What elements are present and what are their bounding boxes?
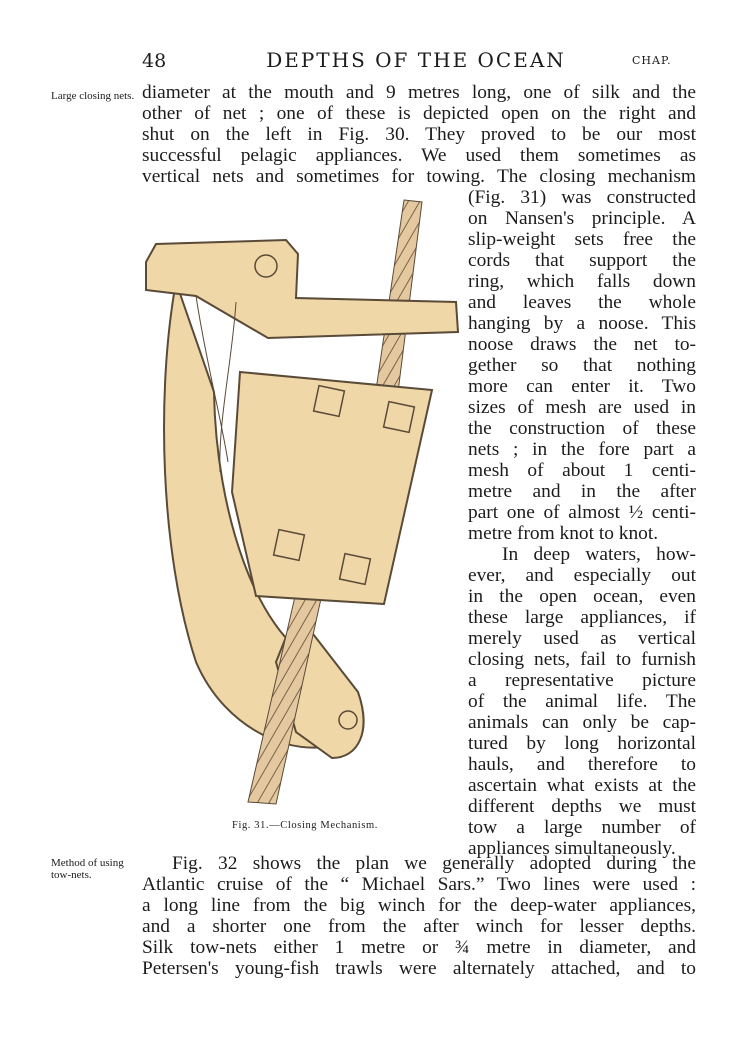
text-line: in the open ocean, even (468, 586, 696, 607)
text-line: closing nets, fail to furnish (468, 649, 696, 670)
text-line: successful pelagic appliances. We used them sometimes as (142, 145, 696, 166)
text-line: slip-weight sets free the (468, 229, 696, 250)
text-line: nets ; in the fore part a (468, 439, 696, 460)
rope-upper-segment (376, 200, 422, 392)
text-line: shut on the left in Fig. 30. They proved to be our most (142, 124, 696, 145)
text-line: (Fig. 31) was constructed (468, 187, 696, 208)
text-line: a representative picture (468, 670, 696, 691)
running-header (0, 46, 744, 76)
text-line: In deep waters, how- (502, 544, 696, 565)
text-line: on Nansen's principle. A (468, 208, 696, 229)
text-line: vertical nets and sometimes for towing. The closing mechanism (142, 166, 696, 187)
text-line: appliances simultaneously. (468, 838, 676, 859)
text-line: more can enter it. Two (468, 376, 696, 397)
text-line: and a shorter one from the after winch for lesser depths. (142, 916, 696, 937)
text-line: mesh of about 1 centi- (468, 460, 696, 481)
text-line: metre from knot to knot. (468, 523, 659, 544)
text-line: diameter at the mouth and 9 metres long, one of silk and the (142, 82, 696, 103)
text-line: hanging by a noose. This (468, 313, 696, 334)
text-line: ring, which falls down (468, 271, 696, 292)
text-line: merely used as vertical (468, 628, 696, 649)
text-line: Fig. 32 shows the plan we generally adopted during the (172, 853, 696, 874)
text-line: sizes of mesh are used in (468, 397, 696, 418)
text-line: gether so that nothing (468, 355, 696, 376)
text-line: Petersen's young-fish trawls were alternately attached, and to (142, 958, 696, 979)
closing-mechanism-illustration (136, 192, 466, 814)
page-number: 48 (142, 50, 167, 72)
text-line: different depths we must (468, 796, 696, 817)
text-line: noose draws the net to- (468, 334, 696, 355)
margin-note-large-closing-nets: Large closing nets. (51, 90, 135, 102)
text-line: ever, and especially out (468, 565, 696, 586)
text-line: and leaves the whole (468, 292, 696, 313)
text-line: metre and in the after (468, 481, 696, 502)
text-line: of the animal life. The (468, 691, 696, 712)
text-line: ascertain what exists at the (468, 775, 696, 796)
chapter-label: CHAP. (632, 54, 672, 67)
margin-note-method-tow-nets: Method of using tow-nets. (51, 857, 124, 881)
text-line: other of net ; one of these is depicted open on the right and (142, 103, 696, 124)
text-line: tured by long horizontal (468, 733, 696, 754)
text-line: animals can only be cap- (468, 712, 696, 733)
text-line: a long line from the big winch for the deep-water appliances, (142, 895, 696, 916)
text-line: part one of almost ½ centi- (468, 502, 696, 523)
text-line: hauls, and therefore to (468, 754, 696, 775)
running-title: DEPTHS OF THE OCEAN (266, 48, 566, 72)
text-line: Atlantic cruise of the “ Michael Sars.” Two lines were used : (142, 874, 696, 895)
text-line: tow a large number of (468, 817, 696, 838)
text-line: the construction of these (468, 418, 696, 439)
figure-caption: Fig. 31.—Closing Mechanism. (232, 820, 378, 831)
cord (220, 302, 236, 472)
text-line: these large appliances, if (468, 607, 696, 628)
text-line: Silk tow-nets either 1 metre or ¾ metre in diameter, and (142, 937, 696, 958)
text-line: cords that support the (468, 250, 696, 271)
